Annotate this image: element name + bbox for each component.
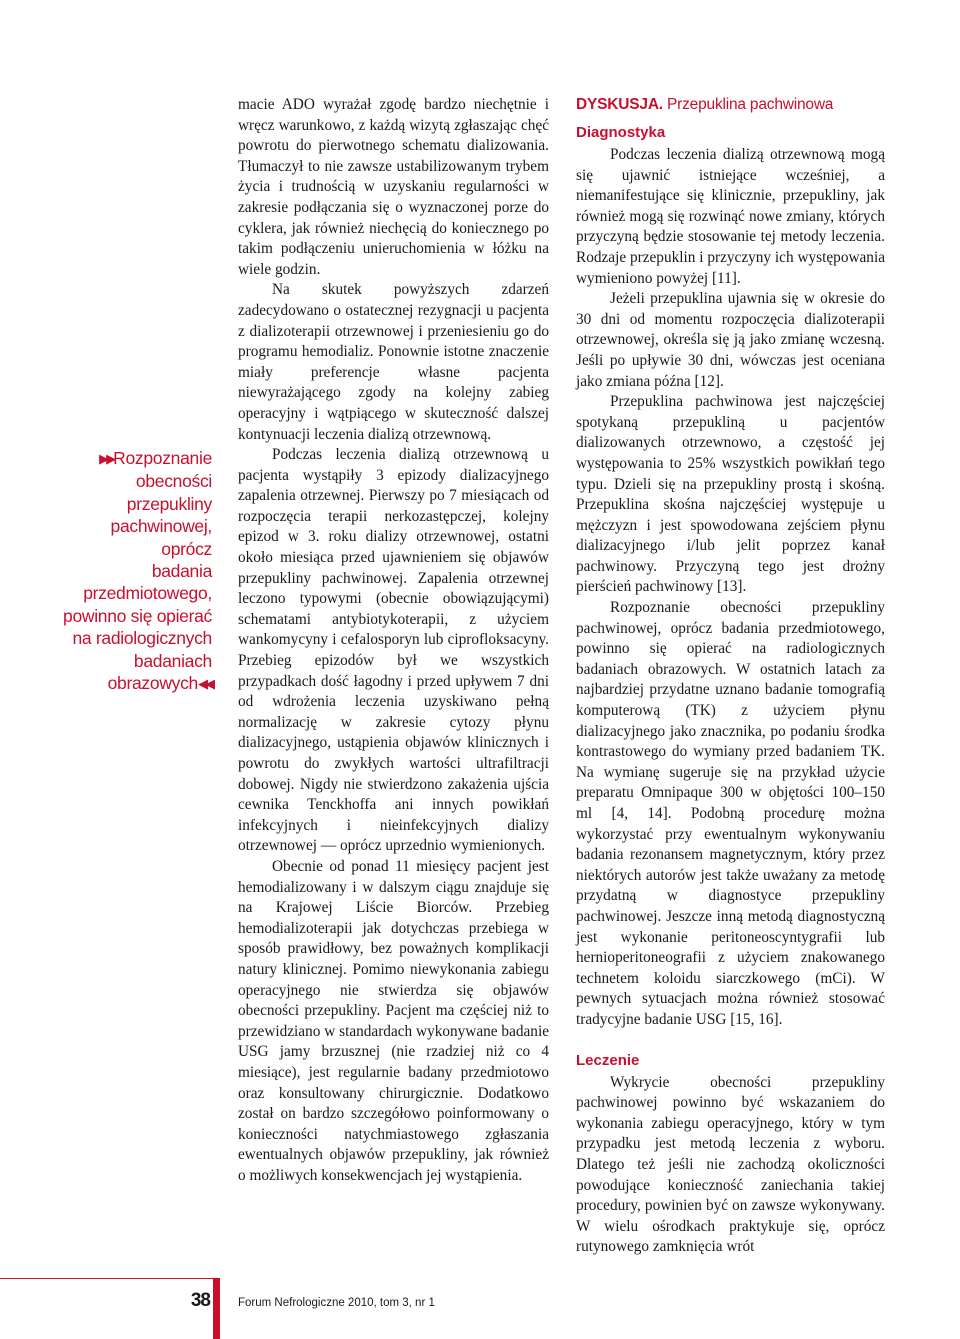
pull-quote-line: obecności przepukliny [126, 471, 212, 514]
pull-quote-line: Rozpoznanie [113, 448, 212, 468]
pull-quote-line: badaniach [133, 650, 212, 671]
pull-quote-line: obrazowych [107, 673, 198, 694]
pull-quote-line: badania [151, 561, 212, 582]
page-number: 38 [190, 1290, 210, 1311]
subheading-treatment: Leczenie [576, 1051, 640, 1069]
double-arrow-right-icon: ▶▶ [99, 451, 114, 466]
paragraph: Jeżeli przepuklina ujawnia się w okresie do 30 dni od momentu rozpoczęcia dializoterapii otrzewnowej, określa się ją jako zmianę wczesną. Jeśli po upływie 30 dni, wówczas jest oceniana jako zmiana późna [12]. [576, 290, 885, 390]
paragraph: Podczas leczenia dializą otrzewnową mogą się ujawnić istniejące wcześniej, a niemanifestujące się klinicznie, przepukliny, jak również mogą się rozwinąć nowe zmiany, których przyczyną będzie stosowanie tej metody leczenia. Rodzaje przepuklin i przyczyny ich występowania wymieniono powyżej [11]. [576, 146, 885, 287]
paragraph: Na skutek powyższych zdarzeń zadecydowano o ostatecznej rezygnacji u pacjenta z dializoterapii otrzewnowej i przeniesieniu go do programu hemodializ. Ponownie istotne znaczenie miały preferencje własne pacjenta niewyrażającego zgody na kolejny zabieg operacyjny i wątpiącego w skuteczność dalszej kontynuacji leczenia dializą otrzewnową. [238, 281, 549, 443]
paragraph: Wykrycie obecności przepukliny pachwinowej powinno być wskazaniem do wykonania zabiegu operacyjnego, który w tym przypadku jest metodą leczenia z wyboru. Dlatego też jeśli nie zachodzą okoliczności powodujące konieczność zaniechania takiej procedury, powinien być on zawsze wykonywany. W wielu ośrodkach praktykuje się, oprócz rutynowego zamknięcia wrót [576, 1073, 885, 1256]
footer-rule [0, 1278, 213, 1279]
pull-quote [56, 447, 212, 695]
pull-quote-line: na radiologicznych [72, 628, 212, 649]
subheading-diagnostics: Diagnostyka [576, 124, 666, 141]
journal-citation: Forum Nefrologiczne 2010, tom 3, nr 1 [238, 1297, 435, 1309]
pull-quote-line: powinno się opierać [63, 605, 212, 626]
paragraph: Przepuklina pachwinowa jest najczęściej spotykaną przepukliną u pacjentów dializowanych otrzewnowo, a częstość jej występowania to 25% wszystkich powikłań tego typu. Dzieli się na przepukliny prostą i skośną. Przepuklina skośna najczęściej występuje u mężczyzn i jest spowodowana zejściem płynu dializacyjnego i/lub jelit poprzez kanał pachwinowy. Przyczyną tego jest drożny pierścień pachwinowy [13]. [576, 393, 885, 596]
section-heading-bold: DYSKUSJA. [576, 96, 663, 113]
paragraph: macie ADO wyrażał zgodę bardzo niechętnie i wręcz warunkowo, z każdą wizytą zgłaszając chęć powrotu do pierwotnego schematu dializowania. Tłumaczył to nie zawsze ustabilizowanym trybem życia i trudnością w uzyskaniu regularności w zakresie podłączania się o wyznaczonej porze do cyklera, jak również niechęcią do koniecznego po takim podłączeniu unieruchomienia w łóżku na wiele godzin. [238, 96, 549, 278]
section-heading-rest: Przepuklina pachwinowa [662, 96, 834, 113]
double-arrow-left-icon: ◀◀ [198, 676, 212, 692]
body-column-right [576, 95, 885, 1258]
paragraph: Podczas leczenia dializą otrzewnową u pacjenta wystąpiły 3 epizody dializacyjnego zapalenia otrzewnej. Pierwszy po 7 miesiącach od rozpoczęcia terapii nerkozastępczej, kolejny epizod w 3. roku dializy otrzewnowej, ostatni około miesiąca przed ujawnieniem się objawów przepukliny pachwinowej. Zapalenia otrzewnej leczono typowymi (obecnie obowiązującymi) schematami antybiotykoterapii, z użyciem wankomycyny i cefalosporyn lub ciprofloksacyny. Przebieg epizodów był we wszystkich przypadkach dość łagodny i przed upływem 7 dni od wdrożenia leczenia uzyskiwano pełną normalizację w zakresie cytozy płynu dializacyjnego, ustąpienia objawów klinicznych i powrotu do zwykłych wartości ultrafiltracji dobowej. Nigdy nie stwierdzono zakażenia ujścia cewnika Tenckhoffa ani innych powikłań infekcyjnych i nieinfekcyjnych dializy otrzewnowej — oprócz uprzednio wymienionych. [238, 446, 549, 855]
paragraph: Rozpoznanie obecności przepukliny pachwinowej, oprócz badania przedmiotowego, powinno się opierać na radiologicznych badaniach obrazowych. W ostatnich latach za najbardziej przydatne uznano badanie tomografią komputerową (TK) z użyciem płynu dializacyjnego jako znacznika, po podaniu środka kontrastowego do wymiany przed badaniem TK. Na wymianę sugeruje się na przykład użycie preparatu Omnipaque 300 w objętości 100–150 ml [4, 14]. Podobną procedurę można wykorzystać przy ewentualnym wykonywaniu badania rezonansem magnetycznym, który przez niektórych autorów jest także uważany za metodę przydatną w diagnostyce przepukliny pachwinowej. Jeszcze inną metodą diagnostyczną jest wykonanie peritoneoscyntygrafii lub hernioperitoneografii z użyciem znakowanego technetem koloidu siarczkowego (mCi). W pewnych sytuacjach można również stosować tradycyjne badanie USG [15, 16]. [576, 599, 885, 1028]
body-column-middle [238, 95, 549, 1186]
paragraph: Obecnie od ponad 11 miesięcy pacjent jest hemodializowany i w dalszym ciągu znajduje się na Krajowej Liście Biorców. Przebieg hemodializoterapii jak dotychczas przebiega w sposób prawidłowy, bez poważnych komplikacji natury klinicznej. Pomimo niewykonania zabiegu operacyjnego nie stwierdza się objawów obecności przepukliny. Pacjent ma częściej niż to przewidziano w standardach wykonywane badanie USG jamy brzusznej (nie rzadziej niż co 4 miesiące), jest regularnie badany przedmiotowo oraz konsultowany chirurgicznie. Dodatkowo został on bardzo szczegółowo poinformowany o konieczności natychmiastowego zgłaszania ewentualnych objawów przepukliny, jak również o możliwych konsekwencjach jej wystąpienia. [238, 857, 549, 1184]
section-heading [576, 95, 885, 115]
footer-accent-bar [213, 1278, 220, 1339]
pull-quote-line: pachwinowej, oprócz [110, 516, 212, 559]
pull-quote-line: przedmiotowego, [83, 583, 212, 604]
